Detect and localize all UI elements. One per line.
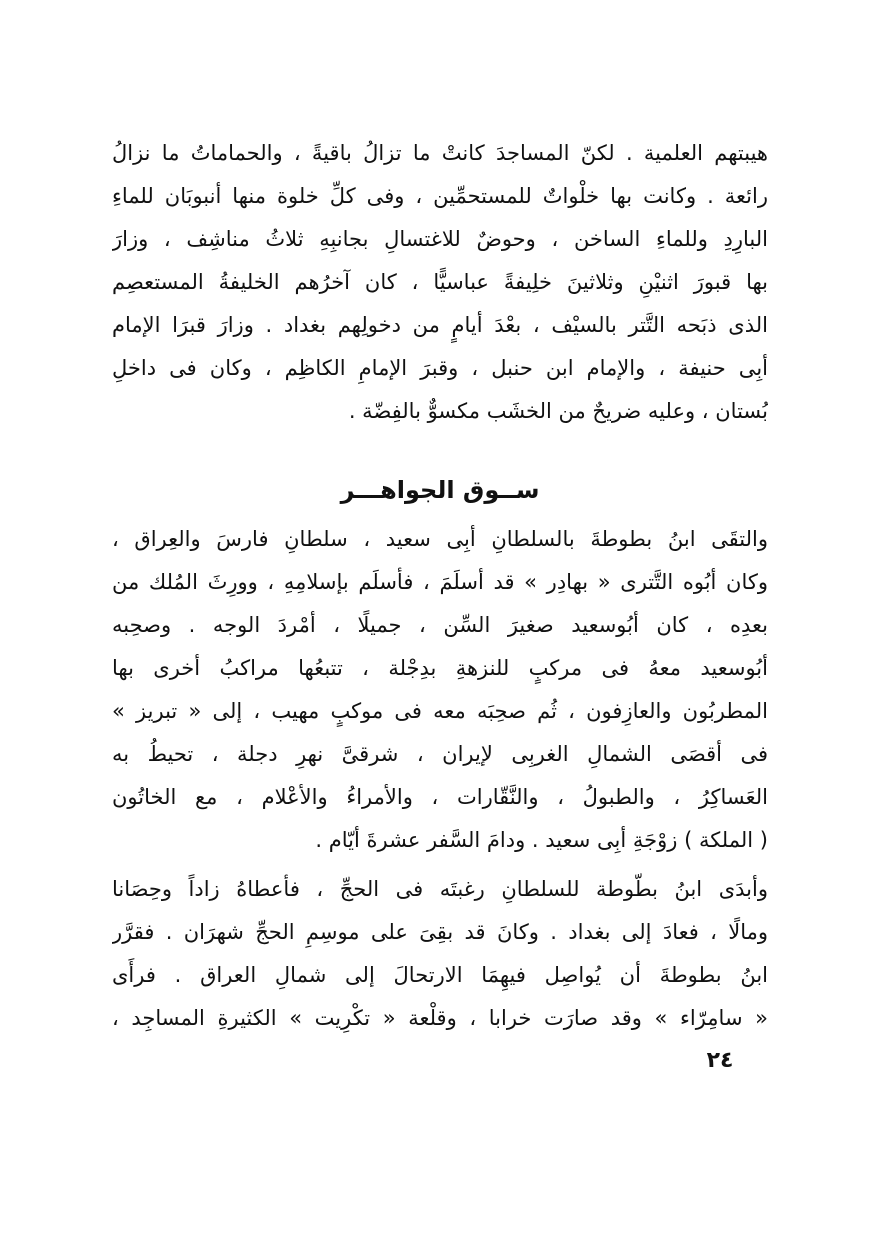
text-line: البارِدِ وللماءِ الساخن ، وحوضٌ للاغتسالِ بجانبِهِ ثلاثُ مناشِف ، وزارَ bbox=[112, 227, 768, 251]
text-line: هيبتهم العلمية . لكنّ المساجدَ كانتْ ما تزالُ باقيةً ، والحماماتُ ما نزالُ bbox=[112, 141, 768, 165]
text-line: العَساكِرُ ، والطبولُ ، والنَّقّارات ، والأمراءُ والأعْلام ، مع الخاتُون bbox=[112, 785, 768, 809]
text-line: والتقَى ابنُ بطوطةَ بالسلطانِ أبِى سعيد ، سلطانِ فارسَ والعِراق ، bbox=[112, 527, 768, 551]
text-line: فى أقصَى الشمالِ الغربِى لإيران ، شرقىَّ نهرِ دجلة ، تحيطُ به bbox=[112, 742, 768, 766]
paragraph bbox=[112, 132, 768, 433]
text-line: أبُوسعيد معهُ فى مركبٍ للنزهةِ بدِجْلة ، تتبعُها مراكبُ أخرى بها bbox=[112, 656, 768, 680]
text-line: بُستان ، وعليه ضريحٌ من الخشَب مكسوٌّ بالفِضّة . bbox=[348, 399, 768, 423]
text-line: المطربُون والعازِفون ، ثُم صحِبَه معه فى موكبٍ مهيب ، إلى « تبريز » bbox=[112, 699, 768, 723]
page-number: ٢٤ bbox=[706, 1048, 734, 1073]
paragraph bbox=[112, 868, 768, 1040]
text-line: رائعة . وكانت بها خلْواتٌ للمستحمِّين ، وفى كلِّ خلوة منها أنبوبَان للماءِ bbox=[112, 184, 768, 208]
text-line: « سامِرّاء » وقد صارَت خرابا ، وقلْعة « تكْرِيت » الكثيرةِ المساجِد ، bbox=[112, 1006, 768, 1030]
text-line: بعدِه ، كان أبُوسعيد صغيرَ السِّن ، جميلًا ، أمْردَ الوجه . وصحِبه bbox=[112, 613, 768, 637]
text-line: ابنُ بطوطةَ أن يُواصِل فيهِمَا الارتحالَ إلى شمالِ العراق . فرأَى bbox=[112, 963, 768, 987]
text-line: وأبدَى ابنُ بطّوطة للسلطانِ رغبتَه فى الحجِّ ، فأعطاهُ زاداً وحِصَانا bbox=[112, 877, 768, 901]
paragraph bbox=[112, 518, 768, 862]
section-heading: ســوق الجواهـــر bbox=[340, 476, 540, 504]
text-line: بها قبورَ اثنيْنِ وثلاثينَ خلِيفةً عباسيًّا ، كان آخرُهم الخليفةُ المستعصِم bbox=[112, 270, 768, 294]
text-line: الذى ذبَحه التَّتر بالسيْف ، بعْدَ أيامٍ من دخولِهم بغداد . وزارَ قبرَا الإمام bbox=[112, 313, 768, 337]
text-line: ومالًا ، فعادَ إلى بغداد . وكانَ قد بقِىَ على موسِمِ الحجِّ شهرَان . فقرَّر bbox=[112, 920, 768, 944]
text-line: وكان أبُوه التَّترى « بهادِر » قد أسلَمَ ، فأسلَم بإسلامِهِ ، وورِثَ المُلك من bbox=[112, 570, 768, 594]
text-line: أبِى حنيفة ، والإمام ابن حنبل ، وقبرَ الإمامِ الكاظِم ، وكان فى داخلِ bbox=[112, 356, 768, 380]
text-line: ( الملكة ) زوْجَةِ أبِى سعيد . ودامَ السَّفر عشرةَ أيّام . bbox=[315, 828, 768, 852]
